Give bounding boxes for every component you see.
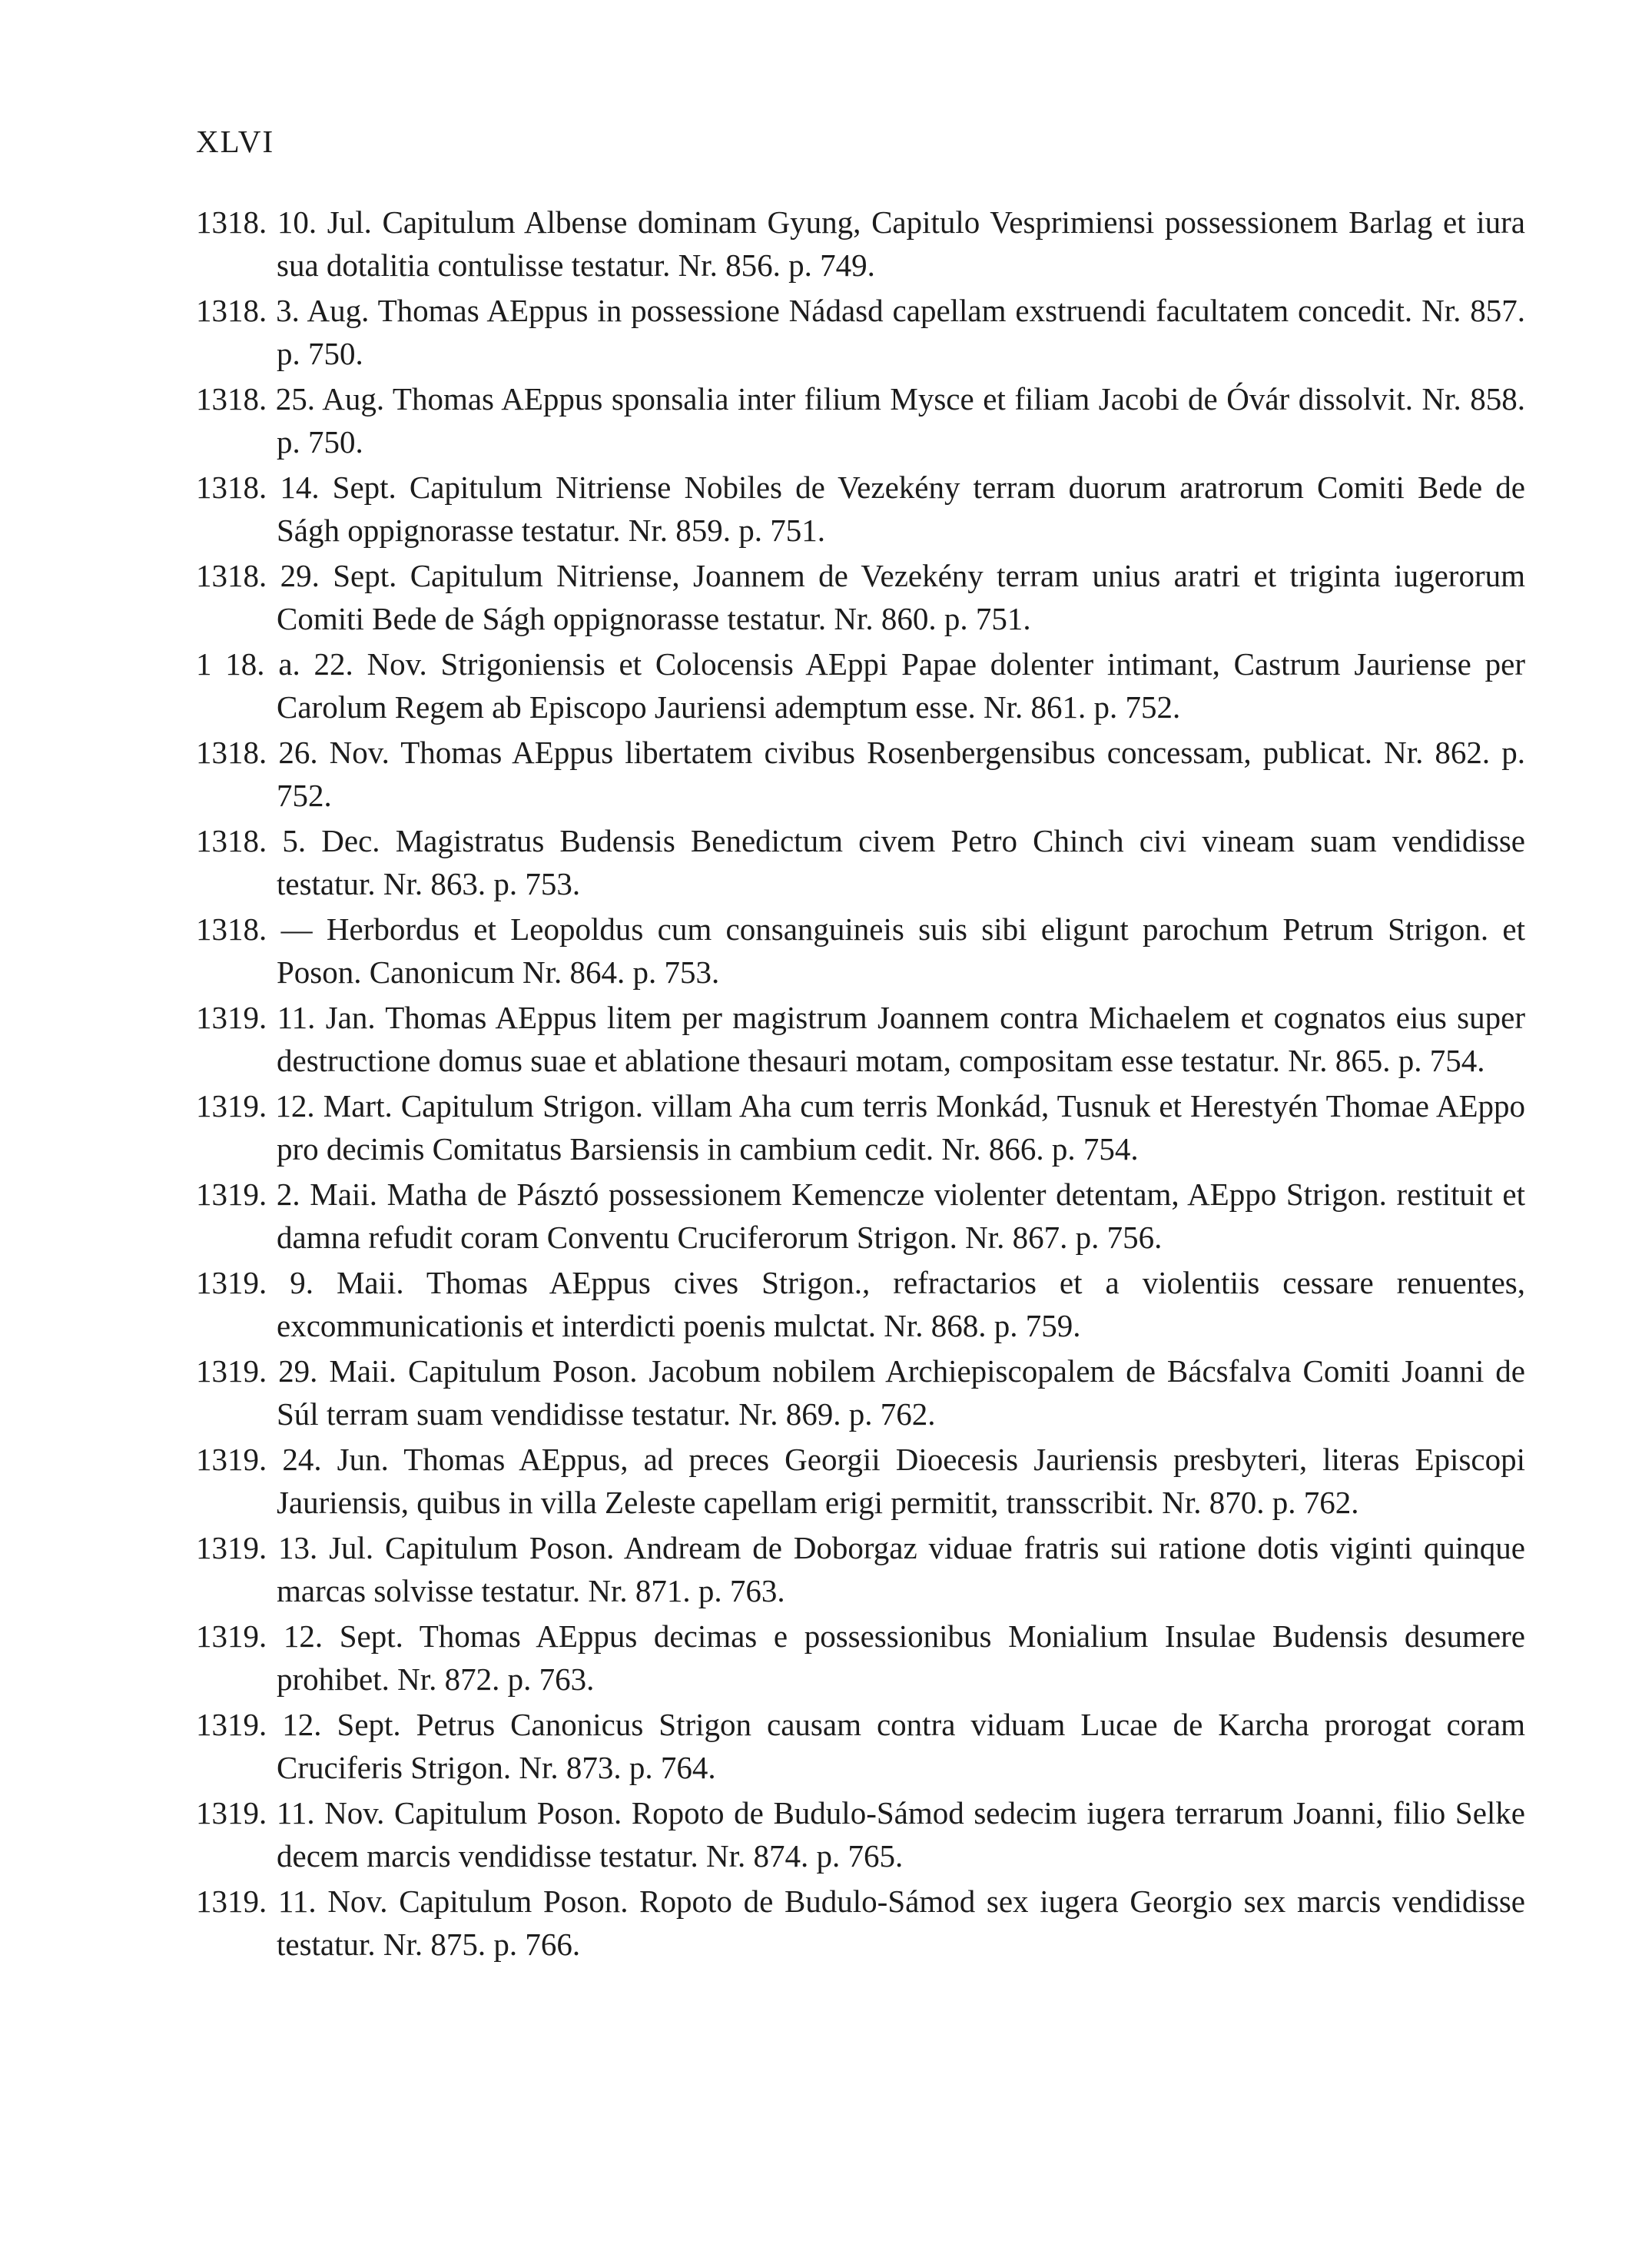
regest-entry: 1319. 29. Maii. Capitulum Poson. Jacobum nobilem Archiepiscopalem de Bácsfalva Comiti Joanni de Súl terram suam vendidisse testatur. Nr. 869. p. 762. bbox=[196, 1353, 1525, 1432]
regest-entry: 1319. 9. Maii. Thomas AEppus cives Strigon., refractarios et a violentiis cessare renuentes, excommunicationis et interdicti poenis mulctat. Nr. 868. p. 759. bbox=[196, 1265, 1525, 1343]
regest-entry: 1319. 2. Maii. Matha de Pásztó possessionem Kemencze violenter detentam, AEppo Strigon. restituit et damna refudit coram Conventu Cruciferorum Strigon. Nr. 867. p. 756. bbox=[196, 1177, 1525, 1255]
regest-entry: 1319. 24. Jun. Thomas AEppus, ad preces Georgii Dioecesis Jauriensis presbyteri, literas Episcopi Jauriensis, quibus in villa Zeleste capellam erigi permitit, transscribit. Nr. 870. p. 762. bbox=[196, 1442, 1525, 1520]
regest-entry: 1319. 13. Jul. Capitulum Poson. Andream de Doborgaz viduae fratris sui ratione dotis viginti quinque marcas solvisse testatur. Nr. 871. p. 763. bbox=[196, 1530, 1525, 1608]
regest-entry: 1319. 12. Sept. Petrus Canonicus Strigon causam contra viduam Lucae de Karcha prorogat coram Cruciferis Strigon. Nr. 873. p. 764. bbox=[196, 1707, 1525, 1785]
regest-entry: 1318. 14. Sept. Capitulum Nitriense Nobiles de Vezekény terram duorum aratrorum Comiti Bede de Ságh oppignorasse testatur. Nr. 859. p. 751. bbox=[196, 470, 1525, 548]
regest-entry: 1319. 12. Mart. Capitulum Strigon. villam Aha cum terris Monkád, Tusnuk et Herestyén Thomae AEppo pro decimis Comitatus Barsiensis in cambium cedit. Nr. 866. p. 754. bbox=[196, 1088, 1525, 1167]
regest-entry: 1318. 25. Aug. Thomas AEppus sponsalia inter filium Mysce et filiam Jacobi de Óvár dissolvit. Nr. 858. p. 750. bbox=[196, 381, 1525, 460]
regest-entry: 1318. 29. Sept. Capitulum Nitriense, Joannem de Vezekény terram unius aratri et triginta iugerorum Comiti Bede de Ságh oppignorasse testatur. Nr. 860. p. 751. bbox=[196, 558, 1525, 636]
regest-entry: 1319. 12. Sept. Thomas AEppus decimas e possessionibus Monialium Insulae Budensis desumere prohibet. Nr. 872. p. 763. bbox=[196, 1618, 1525, 1697]
regest-entry: 1318. — Herbordus et Leopoldus cum consanguineis suis sibi eligunt parochum Petrum Strigon. et Poson. Canonicum Nr. 864. p. 753. bbox=[196, 911, 1525, 990]
regest-entry: 1 18. a. 22. Nov. Strigoniensis et Colocensis AEppi Papae dolenter intimant, Castrum Jauriense per Carolum Regem ab Episcopo Jauriensi ademptum esse. Nr. 861. p. 752. bbox=[196, 646, 1525, 725]
regest-entry: 1318. 10. Jul. Capitulum Albense dominam Gyung, Capitulo Vesprimiensi possessionem Barlag et iura sua dotalitia contulisse testatur. Nr. 856. p. 749. bbox=[196, 204, 1525, 283]
regest-entry: 1319. 11. Jan. Thomas AEppus litem per magistrum Joannem contra Michaelem et cognatos eius super destructione domus suae et ablatione thesauri motam, compositam esse testatur. Nr. 865. p. 754. bbox=[196, 1000, 1525, 1078]
regesta-list bbox=[196, 201, 1525, 1969]
regest-entry: 1318. 3. Aug. Thomas AEppus in possessione Nádasd capellam exstruendi facultatem concedit. Nr. 857. p. 750. bbox=[196, 293, 1525, 371]
regest-entry: 1318. 26. Nov. Thomas AEppus libertatem civibus Rosenbergensibus concessam, publicat. Nr. 862. p. 752. bbox=[196, 735, 1525, 813]
regest-entry: 1319. 11. Nov. Capitulum Poson. Ropoto de Budulo-Sámod sex iugera Georgio sex marcis vendidisse testatur. Nr. 875. p. 766. bbox=[196, 1884, 1525, 1962]
regest-entry: 1318. 5. Dec. Magistratus Budensis Benedictum civem Petro Chinch civi vineam suam vendidisse testatur. Nr. 863. p. 753. bbox=[196, 823, 1525, 901]
regest-entry: 1319. 11. Nov. Capitulum Poson. Ropoto de Budulo-Sámod sedecim iugera terrarum Joanni, filio Selke decem marcis vendidisse testatur. Nr. 874. p. 765. bbox=[196, 1795, 1525, 1874]
page-number-header: XLVI bbox=[196, 124, 275, 159]
